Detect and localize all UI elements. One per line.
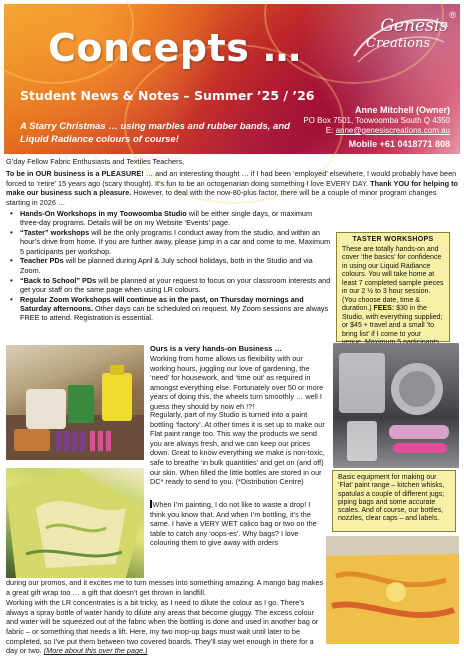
hands-on-paragraph-5 [6, 598, 324, 656]
hands-on-paragraph-4: during our promos, and it excites me to turn messes into something amazing. A mango bag makes a great gift wrap too … a gift that doesn’t get thrown in landfill. [6, 578, 324, 597]
contact-block [303, 105, 450, 149]
contact-email-link[interactable]: anne@genesiscreations.com.au [335, 126, 450, 135]
list-item-text: will be either single days, or maximum three-day programs. Details will be on my Website ‘Events’ page. [20, 209, 313, 228]
dyed-fabric-illustration [326, 536, 459, 644]
taster-fees-label: FEES: [373, 305, 395, 312]
hands-on-paragraph-1: Working from home allows us flexibility with our working hours, juggling our love of gardening, the ‘need’ for housework, and ‘time out’ as required in amongst everything else. Fortunately over 50 or more years of doing this, the wheels turn smoothly … well I guess they should by now eh !?! [150, 354, 324, 411]
list-item-bold: “Back to School” PDs [20, 275, 97, 285]
contact-email-row [303, 126, 450, 137]
list-item [6, 209, 332, 228]
list-item [6, 276, 332, 295]
list-item-text: will be planned at your request to focus on your classroom interests and get your staff on the same page when using LR colours. [20, 275, 331, 294]
list-item-text: Other days can be scheduled on request. My Zoom sessions are always FREE to attend. Registration is essential. [20, 303, 329, 323]
taster-workshops-box [336, 232, 450, 342]
hands-on-paragraph-5-text: Working with the LR concentrates is a bit tricky, as I need to dilute the colour as I go. There’s always a spray bottle of water handy to dilute any areas that become gluggy. The excess colour and water will be squeezed out of the fabric when the bottling is done and used in another bag or fabric – or something that needs a lift. Here, my two mop-up bags must wait until later to be completed, so I’ve put them between two covered boards. They’ll stay wet enough in there for a day or two. [6, 598, 319, 656]
calico-bag-illustration [6, 468, 144, 578]
list-item-bold: Teacher PDs [20, 256, 64, 266]
taster-title: TASTER WORKSHOPS [352, 236, 434, 243]
basic-equipment-box: Basic equipment for making our ‘Flat’ paint range – kitchen whisks, spatulas a couple of different jugs; piping bags and some accurate scales. And of course, our bottles, nozzles, clear caps – and labels. [332, 470, 456, 532]
hands-on-paragraph-3 [150, 500, 326, 548]
banner-tagline: A Starry Christmas … using marbles and rubber bands, and Liquid Radiance colours of course! [20, 121, 290, 145]
list-item-bold: Regular Zoom Workshops will continue as in the past, on Thursday mornings and Saturday afternoons. [20, 294, 304, 313]
greeting: G’day Fellow Fabric Enthusiasts and Textiles Teachers, [6, 157, 185, 166]
list-item-bold: “Taster” workshops [20, 228, 90, 238]
list-item [6, 228, 332, 256]
text-cursor [150, 500, 152, 508]
intro-paragraph [6, 169, 458, 207]
equipment-illustration [333, 343, 459, 468]
newsletter-subtitle: Student News & Notes – Summer ’25 / ’26 [20, 88, 315, 103]
contact-address: PO Box 7501, Toowoomba South Q 4350 [303, 115, 450, 125]
photo-wet-calico-bag [6, 468, 144, 578]
photo-equipment [333, 343, 459, 468]
hands-on-paragraph-2: Regularly, part of my Studio is turned into a paint bottling ‘factory’. At other times it is set up to make our Flat paint range too. This way the products we send you are always fresh, and we can keep our prices down. Great to know everything we make is non-toxic, safe to breathe ‘in bulk quantities’ and get on (and off) our skin. When filled the little bottles are stored in our DC* ready to send to you. (*Distribution Centre) [150, 410, 325, 487]
photo-dyed-fabric [326, 536, 459, 644]
bottles-illustration [6, 345, 144, 460]
list-item-bold: Hands-On Workshops in my Toowoomba Studio [20, 209, 187, 218]
intro-text: … and an interesting thought … if I had been ‘employed’ elsewhere, I would probably have been forced to ‘retire’ 15 years ago (scary thought). It’s fun to be an octogenarian doing something I love EVERY DAY. [6, 169, 457, 188]
bottom-text [6, 578, 324, 656]
newsletter-title: Concepts … [48, 26, 302, 70]
list-item [6, 256, 332, 275]
intro-bold: To be in OUR business is a PLEASURE! [6, 169, 144, 178]
list-item-text: will be planned during April & July school holidays, both in the Studio and via Zoom. [20, 256, 313, 275]
intro-end: However, to deal with the now-80-plus factor, there will be a couple of minor program changes starting in 2026 … [6, 188, 437, 207]
program-changes-list [6, 209, 332, 323]
contact-mobile: Mobile +61 0418771 808 [348, 138, 450, 149]
hands-on-paragraph-3-text: When I’m painting, I do not like to waste a drop! I think you know that. And when I’m bottling, it’s the same. I have a VERY WET calico bag or two on the table to catch any ‘oops-es’. Why bags? I love colouring them to give away with orders [150, 500, 317, 548]
logo-name: Genesis [380, 16, 448, 36]
hands-on-heading: Ours is a very hands-on Business … [150, 344, 283, 353]
taster-fees-text: $30 in the Studio, with everything supplied; or $45 + travel and a small ‘to bring list’ if I come to your [342, 305, 443, 338]
contact-email-label: E: [325, 126, 336, 135]
photo-paint-bottles [6, 345, 144, 460]
taster-body: These are totally hands-on and cover ‘the basics’ for confidence in using our Liquid Radiance colours. You will take home at least 7 completed sample pieces in our 2 ½ to 3 hour session. (You choose date, time & duration.) [342, 245, 444, 312]
logo-registered-mark: ® [449, 10, 456, 20]
logo-sub: Creations [366, 36, 430, 51]
header-banner [4, 4, 460, 154]
more-over-page-link[interactable]: (More about this over the page.) [43, 646, 148, 656]
contact-owner: Anne Mitchell (Owner) [354, 105, 450, 115]
list-item [6, 295, 332, 323]
list-item-text: will be the only programs I conduct away from the studio, and within an hour’s drive from home. If you are further away, please jump in a car and come to me. Maximum 5 participants per workshop. [20, 228, 331, 256]
intro-thanks: Thank YOU for helping to make our business such a pleasure. [6, 178, 458, 198]
